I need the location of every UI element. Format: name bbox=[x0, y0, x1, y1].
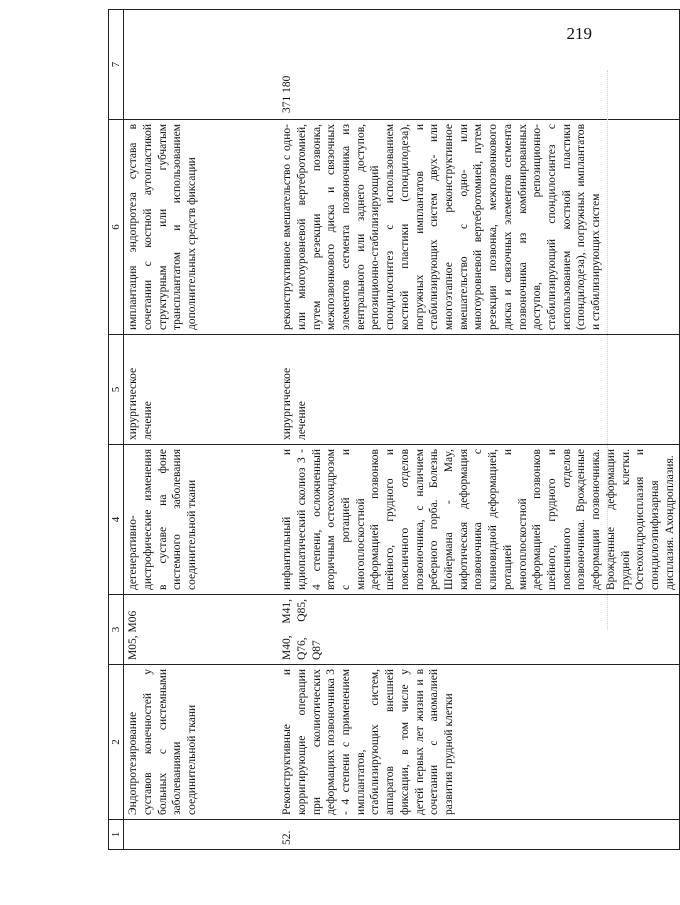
column-header: 6 bbox=[109, 120, 124, 335]
table-row bbox=[124, 10, 279, 850]
treatment-method: имплантация эндопротеза сустава в сочетании с костной аутопластикой структурным или губчатым трансплантатом и использованием дополнительных средств фиксации bbox=[124, 120, 279, 335]
row-number: 52. bbox=[278, 820, 680, 850]
treatment-type: хирургическое лечение bbox=[278, 335, 680, 445]
column-header: 4 bbox=[109, 445, 124, 595]
medical-procedures-table bbox=[108, 9, 680, 850]
patient-model: дегенеративно-дистрофические изменения в суставе на фоне системного заболевания соединительной ткани bbox=[124, 445, 279, 595]
column-header: 1 bbox=[109, 820, 124, 850]
diagnosis-codes: M05, M06 bbox=[124, 595, 279, 665]
cost-value bbox=[124, 10, 279, 120]
table-row bbox=[278, 10, 680, 850]
column-header: 5 bbox=[109, 335, 124, 445]
treatment-method: реконструктивное вмешательство с одно- или многоуровневой вертебротомией, путем резекции позвонка, межпозвонкового диска и связочных элементов сегмента позвоночника из вентрального или заднего доступов, репозиционно-стабилизирующий спондилосинтез с использованием костной пластики (спондилодеза), погружных имплантатов и стабилизирующих систем двух- или многоэтапное реконструктивное вмешательство с одно- или многоуровневой вертебротомией, путем резекции позвонка, межпозвонкового диска и связочных элементов сегмента позвоночника из комбинированных доступов, репозиционно-стабилизирующий спондилосинтез с использованием костной пластики (спондилодеза), погружных имплантатов и стабилизирующих систем bbox=[278, 120, 680, 335]
procedure-name: Реконструктивные и корригирующие операции при сколиотических деформациях позвоночника 3 - 4 степени с применением имплантатов, стабилизирующих систем, аппаратов внешней фиксации, в том числе у детей первых лет жизни и в сочетании с аномалией развития грудной клетки bbox=[278, 665, 680, 820]
treatment-type: хирургическое лечение bbox=[124, 335, 279, 445]
patient-model: инфантильный и идиопатический сколиоз 3 - 4 степени, осложненный вторичным остеохондрозом с ротацией и многоплоскостной деформацией позвонков шейного, грудного и поясничного отделов позвоночника, с наличием реберного горба. Болезнь Шойермана - May, кифотическая деформация позвоночника с клиновидной деформацией, ротацией и многоплоскостной деформацией позвонков шейного, грудного и поясничного отделов позвоночника. Врожденные деформации позвоночника. Врожденные деформации грудной клетки. Остеохондродисплазия и спондилоэпифизарная дисплазия. Ахондроплазия. bbox=[278, 445, 680, 595]
column-header: 7 bbox=[109, 10, 124, 120]
header-row bbox=[109, 10, 124, 850]
cost-value: 371 180 bbox=[278, 10, 680, 120]
page-number: 219 bbox=[566, 24, 592, 43]
column-header: 3 bbox=[109, 595, 124, 665]
procedure-name: Эндопротезирование суставов конечностей у больных с системными заболеваниями соединительной ткани bbox=[124, 665, 279, 820]
rotated-table-container bbox=[108, 10, 676, 850]
column-header: 2 bbox=[109, 665, 124, 820]
diagnosis-codes: M40, M41, Q76, Q85, Q87 bbox=[278, 595, 680, 665]
scan-artifact-line bbox=[607, 70, 610, 630]
row-number bbox=[124, 820, 279, 850]
